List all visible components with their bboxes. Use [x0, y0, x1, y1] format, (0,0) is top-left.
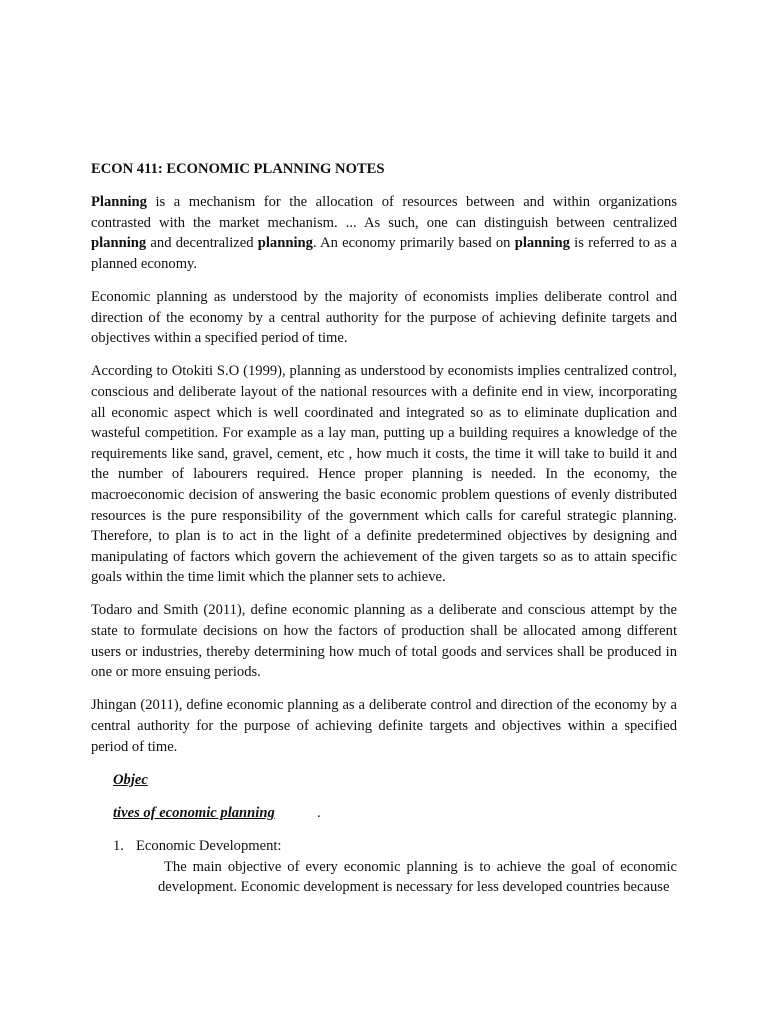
paragraph-economic-planning: Economic planning as understood by the majority of economists implies deliberate control and direction of the economy by a central authority for the purpose of achieving definite targets and objectives within a specified period of time. — [91, 288, 677, 347]
bold-term: planning — [257, 235, 313, 252]
paragraph-jhingan: Jhingan (2011), define economic planning as a deliberate control and direction of the economy by a central authority for the purpose of achieving definite targets and objectives within a specified period of time. — [91, 697, 677, 755]
paragraph-text: is a mechanism for the allocation of resources between and within organizations contrasted with the market mechanism. ... As such, one can distinguish between centralized — [91, 194, 677, 231]
objectives-heading-text: tives of economic planning — [113, 805, 275, 822]
list-item — [113, 836, 677, 898]
list-item-body: The main objective of every economic planning is to achieve the goal of economic development. Economic development is necessary for less developed countries because — [158, 858, 677, 896]
list-item-heading: Economic Development: — [136, 838, 282, 854]
list-item-number: 1. — [113, 838, 124, 854]
paragraph-todaro-smith: Todaro and Smith (2011), define economic planning as a deliberate and conscious attempt by the state to formulate decisions on how the factors of production shall be allocated among different users or industries, thereby determining how much of total goods and services shall be produced in one or more ensuing periods. — [91, 602, 677, 681]
objectives-heading-dot: . — [317, 805, 321, 822]
bold-term: planning — [91, 235, 147, 252]
objectives-heading-part1: Objec — [113, 771, 148, 788]
paragraph-text: is referred to as a planned economy. — [91, 235, 678, 272]
paragraph-text: and decentralized — [146, 235, 258, 252]
bold-term: Planning — [91, 194, 147, 210]
document-page — [91, 158, 677, 898]
objectives-heading-part2 — [113, 803, 677, 824]
paragraph-text: . An economy primarily based on — [312, 235, 515, 252]
paragraph-planning-definition — [91, 192, 677, 274]
paragraph-otokiti: According to Otokiti S.O (1999), planning as understood by economists implies centralized control, conscious and deliberate layout of the national resources with a definite end in view, incorporating all economic aspect which is well coordinated and integrated so as to eliminate duplication and wasteful competition. For example as a lay man, putting up a building requires a knowledge of the requirements like sand, gravel, cement, etc , how much it costs, the time it will take to build it and the number of labourers required. Hence proper planning is needed. In the economy, the macroeconomic decision of answering the basic economic problem questions of evenly distributed resources is the pure responsibility of the government which calls for careful strategic planning. Therefore, to plan is to act in the light of a definite predetermined objectives by designing and manipulating of factors which govern the achievement of the given targets so as to attain specific goals within the time limit which the planner sets to achieve. — [91, 363, 677, 586]
bold-term: planning — [514, 235, 570, 252]
document-title: ECON 411: ECONOMIC PLANNING NOTES — [91, 161, 385, 177]
